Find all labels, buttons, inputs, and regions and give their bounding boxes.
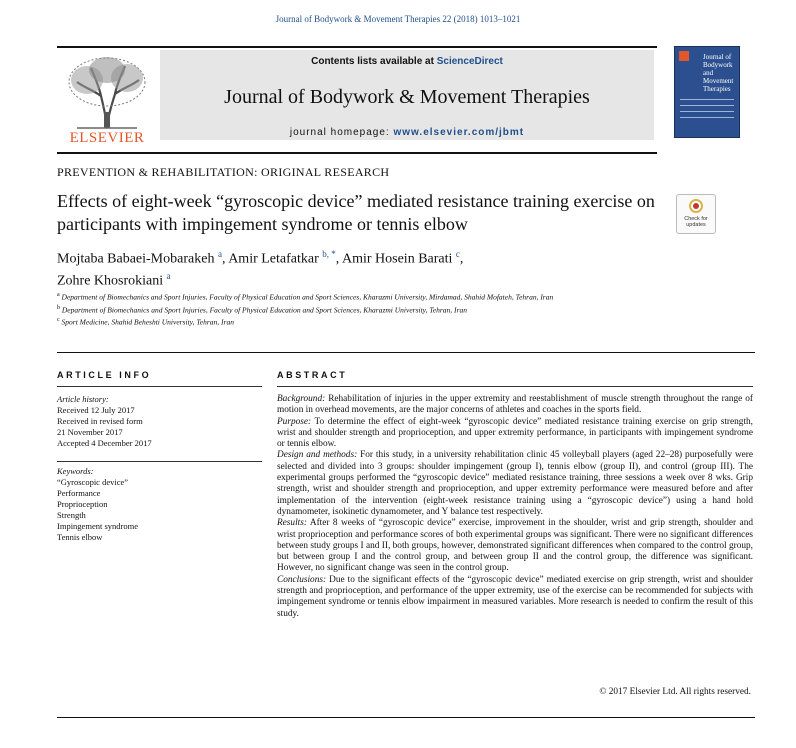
history-item: Received in revised form: [57, 416, 143, 426]
abstract-body: [277, 394, 753, 620]
keyword-item[interactable]: Tennis elbow: [57, 532, 103, 542]
keyword-item[interactable]: Performance: [57, 488, 101, 498]
history-label: Article history:: [57, 394, 109, 404]
section-label: PREVENTION & REHABILITATION: ORIGINAL RESEARCH: [57, 165, 390, 179]
homepage-prefix: journal homepage:: [289, 127, 394, 138]
affiliation-item: $^a$ Department of Biomechanics and Sport Injuries, Faculty of Physical Education and Sport Sciences, Kharazmi University, Mirdamad, Shahid Mofateh, Tehran, Iran: [57, 292, 554, 302]
check-updates-label: Check for updates: [684, 216, 708, 228]
abstract-background: Background: Rehabilitation of injuries in the upper extremity and reestablishment of muscle strength throughout the range of motion in overhead movements, are the major concerns of athletes and coaches in the sports field.: [277, 394, 753, 416]
page-bottom-rule: [57, 717, 755, 718]
cover-title: Journal of Bodywork and Movement Therapies: [703, 53, 734, 93]
author-affiliation-link[interactable]: b, *: [322, 249, 336, 259]
keyword-item[interactable]: Strength: [57, 510, 86, 520]
abstract-purpose: Purpose: To determine the effect of eight-week “gyroscopic device” mediated resistance training exercise on grip strength, wrist and shoulder strength and proprioception, and upper extremity performance, in participants with impingement syndrome or tennis elbow.: [277, 416, 753, 450]
elsevier-wordmark: ELSEVIER: [69, 130, 145, 144]
keyword-item[interactable]: Impingement syndrome: [57, 521, 138, 531]
article-info-heading: ARTICLE INFO: [57, 370, 152, 380]
author-list: Mojtaba Babaei-Mobarakeh $^a$, Amir Letafatkar $^{b, *}$, Amir Hosein Barati $^c$, Zohre Khosrokiani $^a$: [57, 249, 464, 289]
contents-prefix: Contents lists available at: [311, 56, 437, 67]
contents-lists-line: [160, 56, 654, 67]
header-bottom-rule: [57, 152, 657, 154]
journal-citation[interactable]: Journal of Bodywork & Movement Therapies 22 (2018) 1013–1021: [275, 14, 521, 24]
keywords: [57, 466, 262, 543]
journal-cover-thumbnail[interactable]: [674, 46, 740, 138]
author-name[interactable]: Mojtaba Babaei-Mobarakeh: [57, 251, 215, 267]
author-affiliation-link[interactable]: c: [455, 249, 460, 259]
article-info-rule: [57, 386, 262, 387]
copyright-notice: © 2017 Elsevier Ltd. All rights reserved.: [599, 687, 751, 697]
article-title: Effects of eight-week “gyroscopic device” mediated resistance training exercise on participants with impingement syndrome or tennis elbow: [57, 191, 655, 234]
abstract-design-methods: Design and methods: For this study, in a university rehabilitation clinic 45 volleyball players (aged 22–28) purposefully were selected and divided into 3 groups: shoulder impingement (group I), tennis elbow (group II), and control (group III). The experimental groups performed the “gyroscopic device” mediated resistance training, three sessions a week over 8 wks. Grip strength, wrist and shoulder strength and proprioception, and upper extremity performance were measured before and after implementation of the intervention (eight-week resistance training using a “gyroscopic device”) using a hand hold dynamometer, isokinetic dynamometer, and Y balance test respectively.: [277, 450, 754, 517]
keyword-item[interactable]: “Gyroscopic device”: [57, 477, 129, 487]
article-history: [57, 394, 262, 449]
sciencedirect-link[interactable]: ScienceDirect: [436, 56, 503, 67]
keywords-label: Keywords:: [57, 466, 94, 476]
journal-homepage-line: [160, 127, 654, 138]
history-item: 21 November 2017: [57, 427, 123, 437]
header-top-rule: [57, 46, 657, 48]
affiliations: [57, 290, 677, 328]
author-affiliation-link[interactable]: a: [217, 249, 222, 259]
abstract-heading: ABSTRACT: [277, 370, 348, 380]
history-item: Received 12 July 2017: [57, 405, 135, 415]
affiliation-item: $^c$ Sport Medicine, Shahid Beheshti University, Tehran, Iran: [57, 317, 234, 327]
cover-emblem-icon: [679, 51, 689, 61]
author-name[interactable]: Amir Letafatkar: [228, 251, 319, 267]
keywords-rule: [57, 461, 262, 462]
author-name[interactable]: Amir Hosein Barati: [341, 251, 453, 267]
section-divider: [57, 352, 755, 353]
affiliation-item: $^b$ Department of Biomechanics and Sport Injuries, Faculty of Physical Education and Sport Sciences, Kharazmi University, Tehran, Iran: [57, 304, 467, 314]
abstract-rule: [277, 386, 753, 387]
elsevier-logo[interactable]: [57, 52, 157, 144]
author-affiliation-link[interactable]: a: [166, 270, 171, 281]
check-for-updates-button[interactable]: [676, 194, 716, 234]
abstract-results: Results: After 8 weeks of “gyroscopic device” exercise, improvement in the shoulder, wrist and grip strength, shoulder and wrist proprioception and performance scores of both experimental groups was significant. There were no significant differences between study groups I and II, both groups, however, demonstrated significant differences when compared to the control group, but between group I and the control group, and between group II and the control group, the difference was significant. However, no significant change was seen in the control group.: [277, 518, 753, 574]
journal-title: Journal of Bodywork & Movement Therapies: [224, 86, 590, 108]
history-item: Accepted 4 December 2017: [57, 438, 152, 448]
keyword-item[interactable]: Proprioception: [57, 499, 108, 509]
elsevier-tree-icon: [57, 52, 157, 144]
author-name[interactable]: Zohre Khosrokiani: [57, 273, 164, 289]
abstract-conclusions: Conclusions: Due to the significant effects of the “gyroscopic device” mediated exercise on grip strength, wrist and shoulder strength and proprioception, and performance of the upper extremity, use of the exercise can be recommended for subjects with impingement syndrome or tennis elbow impairment in measured variables. More research is needed to confirm the result of this study.: [277, 574, 753, 619]
homepage-link[interactable]: www.elsevier.com/jbmt: [393, 127, 525, 138]
